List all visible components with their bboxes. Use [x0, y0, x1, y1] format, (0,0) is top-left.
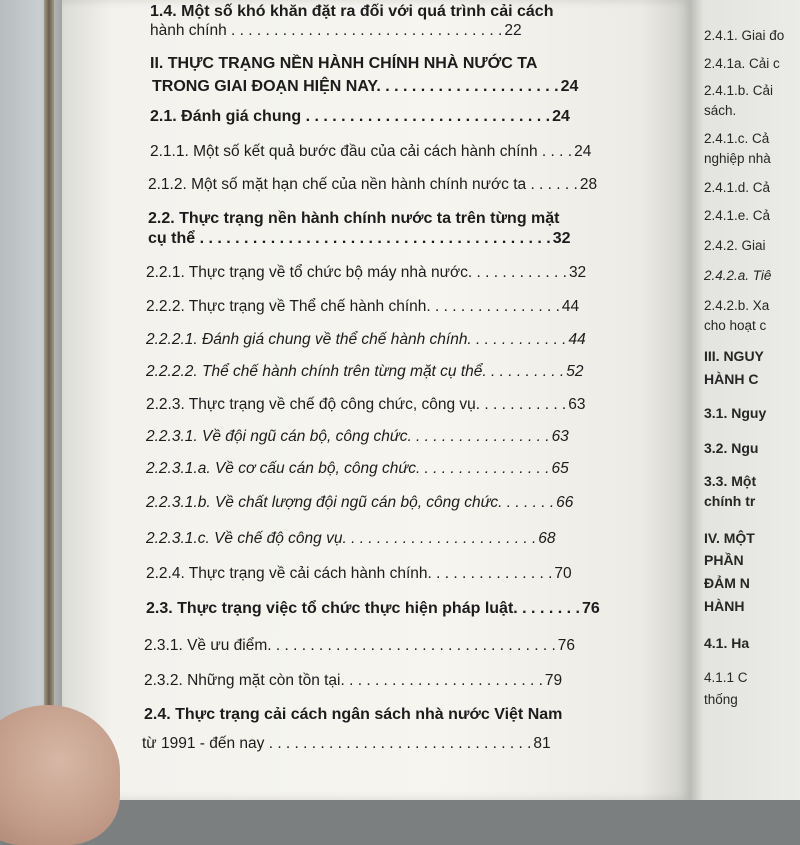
toc-entry-text: 2.2.3.1.a. Về cơ cấu cán bộ, công chức. . . . . . . . . . . . . . . . — [146, 460, 550, 477]
toc-entry-text: 2.3.1. Về ưu điểm. . . . . . . . . . . . . . . . . . . . . . . . . . . . . . . . . . — [144, 637, 556, 654]
toc-right-entry: 2.4.1.d. Cả — [704, 180, 771, 195]
toc-right-entry: 3.3. Một — [704, 473, 757, 489]
toc-entry-page: 32 — [552, 230, 571, 247]
toc-entry-text: 2.3.2. Những mặt còn tồn tại. . . . . . . . . . . . . . . . . . . . . . . . — [144, 672, 543, 689]
toc-entry-page: 68 — [538, 530, 556, 547]
toc-entry-text: TRONG GIAI ĐOẠN HIỆN NAY. . . . . . . . . . . . . . . . . . . . . — [152, 78, 559, 95]
toc-right-entry: 4.1.1 C — [704, 670, 748, 685]
toc-right-entry: 3.2. Ngu — [704, 440, 759, 456]
toc-entry-page: 52 — [566, 363, 584, 380]
toc-entry-text: 2.2.3.1.c. Về chế độ công vụ. . . . . . . . . . . . . . . . . . . . . . . — [146, 530, 537, 547]
toc-right-entry: 4.1. Ha — [704, 635, 750, 651]
toc-entry-text: 2.1. Đánh giá chung . . . . . . . . . . . . . . . . . . . . . . . . . . . . — [150, 108, 551, 125]
toc-right-entry: 2.4.2.b. Xa — [704, 298, 770, 313]
toc-entry — [144, 637, 575, 655]
toc-entry-text: 2.2.2.2. Thể chế hành chính trên từng mặt cụ thể. . . . . . . . . . — [146, 363, 565, 380]
toc-entry-page: 24 — [552, 108, 570, 125]
toc-entry-page: 81 — [533, 735, 551, 752]
toc-entry-page: 79 — [544, 672, 563, 689]
toc-entry-text: cụ thể . . . . . . . . . . . . . . . . . . . . . . . . . . . . . . . . . . . . . . . . — [148, 230, 551, 247]
toc-right-entry: nghiệp nhà — [704, 151, 771, 166]
toc-entry — [152, 78, 578, 96]
toc-entry-page: 44 — [568, 331, 586, 348]
toc-entry — [146, 530, 556, 548]
toc-entry — [148, 230, 571, 248]
toc-entry — [146, 363, 583, 381]
toc-entry-text: hành chính . . . . . . . . . . . . . . . . . . . . . . . . . . . . . . . . — [150, 22, 503, 39]
toc-entry-page: 70 — [554, 565, 572, 582]
toc-entry-text: 2.2.3.1. Về đội ngũ cán bộ, công chức. . . . . . . . . . . . . . . . . — [146, 428, 550, 445]
toc-entry — [144, 706, 562, 724]
toc-entry — [146, 494, 573, 512]
toc-entry-page: 32 — [568, 264, 587, 281]
toc-right-entry: thống — [704, 692, 738, 707]
toc-entry — [148, 176, 597, 194]
toc-entry-text: 2.1.2. Một số mặt hạn chế của nền hành chính nước ta . . . . . . — [148, 176, 578, 193]
toc-right-entry: HÀNH C — [704, 371, 759, 387]
toc-entry-page: 22 — [504, 22, 522, 39]
toc-right-entry: 2.4.2. Giai — [704, 238, 766, 253]
toc-entry — [150, 108, 570, 126]
toc-entry-page: 65 — [551, 460, 569, 477]
toc-entry-text: 2.2.3.1.b. Về chất lượng đội ngũ cán bộ, công chức. . . . . . . — [146, 494, 555, 511]
toc-right-entry: 2.4.1. Giai đo — [704, 28, 785, 43]
toc-entry-text: 2.2.3. Thực trạng về chế độ công chức, công vụ. . . . . . . . . . . — [146, 396, 567, 413]
toc-entry-page: 66 — [556, 494, 574, 511]
toc-right-entry: PHẦN — [704, 552, 744, 568]
toc-entry — [146, 600, 600, 618]
toc-right-entry: 2.4.1.b. Cải — [704, 83, 774, 98]
toc-entry-page: 44 — [561, 298, 580, 315]
toc-entry — [146, 264, 586, 282]
toc-entry-text: 2.2.1. Thực trạng về tổ chức bộ máy nhà nước. . . . . . . . . . . . — [146, 264, 567, 281]
toc-entry-page: 76 — [581, 600, 600, 617]
toc-right-entry: chính tr — [704, 493, 756, 509]
toc-entry-text: 1.4. Một số khó khăn đặt ra đối với quá trình cải cách — [150, 3, 554, 20]
toc-right-entry: 2.4.1.c. Cả — [704, 131, 770, 146]
toc-entry-text: 2.2.2.1. Đánh giá chung về thể chế hành chính. . . . . . . . . . . . — [146, 331, 567, 348]
toc-entry — [150, 143, 591, 161]
toc-entry-page: 63 — [568, 396, 586, 413]
toc-entry-page: 76 — [557, 637, 576, 654]
toc-entry — [142, 735, 551, 753]
toc-entry — [150, 55, 537, 73]
toc-entry-page: 24 — [560, 78, 579, 95]
toc-entry-text: 2.2.2. Thực trạng về Thể chế hành chính. . . . . . . . . . . . . . . . — [146, 298, 560, 315]
toc-right-entry: HÀNH — [704, 598, 745, 614]
toc-entry-text: II. THỰC TRẠNG NỀN HÀNH CHÍNH NHÀ NƯỚC TA — [150, 55, 538, 72]
toc-right-entry: ĐẢM N — [704, 575, 750, 591]
toc-entry-page: 24 — [574, 143, 592, 160]
table-edge — [44, 0, 54, 800]
toc-right-entry: 2.4.1a. Cải c — [704, 56, 780, 71]
toc-entry — [146, 565, 572, 583]
toc-entry — [148, 210, 560, 228]
toc-entry — [146, 428, 569, 446]
toc-entry-text: 2.1.1. Một số kết quả bước đầu của cải cách hành chính . . . . — [150, 143, 573, 160]
toc-entry-page: 28 — [579, 176, 598, 193]
toc-right-entry: III. NGUY — [704, 348, 764, 364]
toc-entry-text: từ 1991 - đến nay . . . . . . . . . . . . . . . . . . . . . . . . . . . . . . . — [142, 735, 532, 752]
toc-entry-text: 2.4. Thực trạng cải cách ngân sách nhà nước Việt Nam — [144, 706, 563, 723]
toc-entry — [146, 331, 586, 349]
toc-right-entry: cho hoạt c — [704, 318, 767, 333]
toc-entry — [146, 396, 585, 414]
toc-right-entry: sách. — [704, 103, 737, 118]
toc-right-entry: 2.4.1.e. Cả — [704, 208, 771, 223]
toc-right-entry: 2.4.2.a. Tiê — [704, 268, 772, 283]
toc-entry-text: 2.2. Thực trạng nền hành chính nước ta trên từng mặt — [148, 210, 560, 227]
book-page-right — [690, 0, 800, 800]
toc-entry — [144, 672, 562, 690]
toc-entry — [146, 298, 579, 316]
toc-entry-text: 2.3. Thực trạng việc tổ chức thực hiện pháp luật. . . . . . . . — [146, 600, 580, 617]
toc-right-entry: IV. MỘT — [704, 530, 755, 546]
toc-entry — [146, 460, 569, 478]
toc-entry-page: 63 — [551, 428, 569, 445]
toc-entry-text: 2.2.4. Thực trạng về cải cách hành chính. . . . . . . . . . . . . . . — [146, 565, 553, 582]
toc-entry — [150, 3, 553, 21]
toc-right-entry: 3.1. Nguy — [704, 405, 767, 421]
toc-entry — [150, 22, 522, 40]
